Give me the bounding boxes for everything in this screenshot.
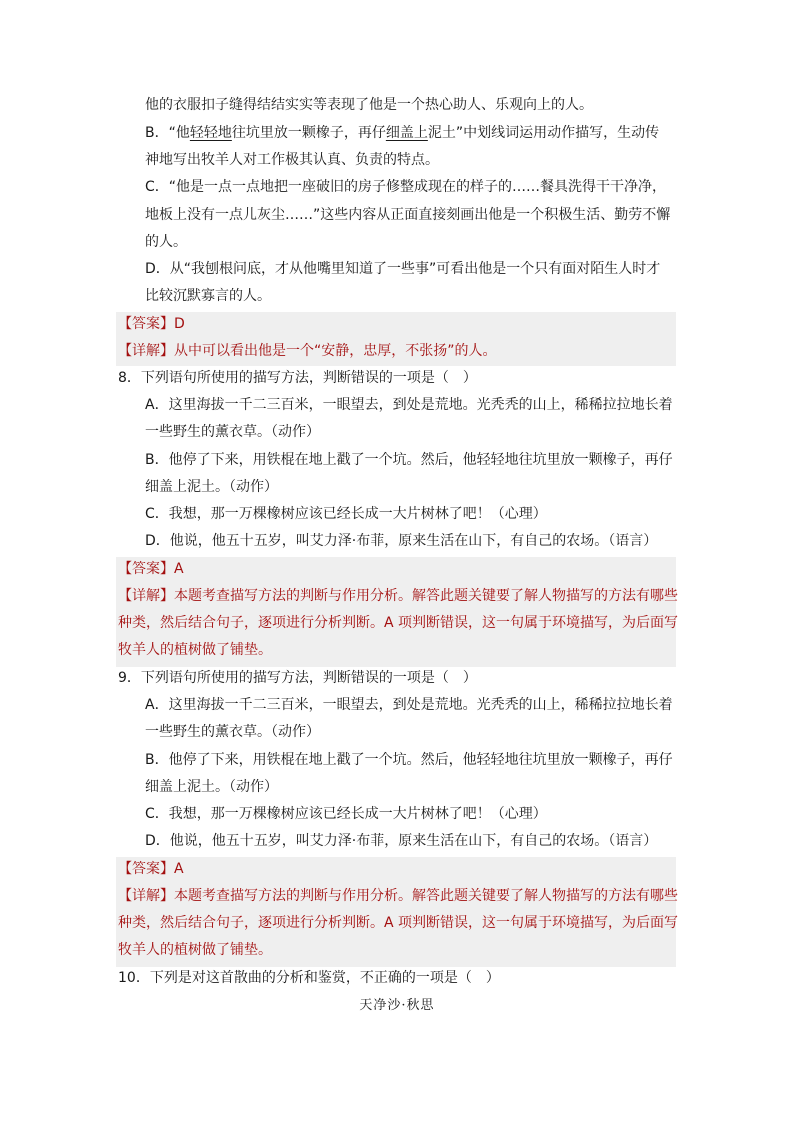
q8-explanation-line2: 种类，然后结合句子，逐项进行分析判断。A 项判断错误，这一句属于环境描写，为后面写 — [118, 615, 679, 631]
q8-option-b-line2: 细盖上泥土。（动作） — [145, 479, 278, 495]
q9-answer — [118, 859, 184, 879]
q7-option-d-line1: D．从“我刨根问底，才从他嘴里知道了一些事”可看出他是一个只有面对陌生人时才 — [145, 261, 661, 277]
q7-option-b-mid: 往坑里放一颗橡子，再仔 — [231, 125, 386, 141]
poem-title: 天净沙·秋思 — [359, 998, 435, 1013]
q7-option-a-continuation: 他的衣服扣子缝得结结实实等表现了他是一个热心助人、乐观向上的人。 — [145, 97, 593, 113]
q9-explanation-line3: 牧羊人的植树做了铺垫。 — [118, 942, 272, 958]
q8-option-c: C．我想，那一万棵橡树应该已经长成一大片树林了吧！（心理） — [145, 506, 547, 522]
q9-option-b-line1: B．他停了下来，用铁棍在地上戳了一个坑。然后，他轻轻地往坑里放一颗橡子，再仔 — [145, 752, 673, 768]
q7-option-b-line2: 神地写出牧羊人对工作极其认真、负责的特点。 — [145, 152, 439, 168]
q9-option-c: C．我想，那一万棵橡树应该已经长成一大片树林了吧！（心理） — [145, 806, 547, 822]
q9-explanation-line2: 种类，然后结合句子，逐项进行分析判断。A 项判断错误，这一句属于环境描写，为后面写 — [118, 915, 679, 931]
q7-explanation-text: 从中可以看出他是一个“安静，忠厚，不张扬”的人。 — [174, 343, 497, 359]
q9-answer-value: A — [174, 861, 184, 877]
q7-answer-tag: 【答案】 — [118, 316, 174, 332]
q8-option-a-line2: 一些野生的薰衣草。（动作） — [145, 424, 320, 440]
q9-stem: 9．下列语句所使用的描写方法，判断错误的一项是（ ） — [118, 670, 477, 686]
q7-option-b-post: 泥土”中划线词运用动作描写，生动传 — [427, 125, 660, 141]
q9-answer-tag: 【答案】 — [118, 861, 174, 877]
q7-option-c-line2: 地板上没有一点儿灰尘……”这些内容从正面直接刻画出他是一个积极生活、勤劳不懈 — [145, 207, 671, 223]
q9-option-a-line2: 一些野生的薰衣草。（动作） — [145, 724, 320, 740]
q8-answer — [118, 559, 184, 579]
q7-option-b — [145, 123, 659, 143]
q7-option-b-pre: B．“他 — [145, 125, 190, 141]
q8-answer-tag: 【答案】 — [118, 561, 174, 577]
q8-option-b-line1: B．他停了下来，用铁棍在地上戳了一个坑。然后，他轻轻地往坑里放一颗橡子，再仔 — [145, 452, 673, 468]
q7-answer — [118, 314, 185, 334]
q9-explanation-tag: 【详解】 — [118, 888, 174, 904]
q8-option-d: D．他说，他五十五岁，叫艾力泽·布菲，原来生活在山下，有自己的农场。（语言） — [145, 533, 658, 549]
q7-option-c-line3: 的人。 — [145, 234, 187, 250]
q8-explanation-line3: 牧羊人的植树做了铺垫。 — [118, 642, 272, 658]
q10-stem: 10．下列是对这首散曲的分析和鉴赏，不正确的一项是（ ） — [118, 970, 500, 986]
q8-explanation-text-1: 本题考查描写方法的判断与作用分析。解答此题关键要了解人物描写的方法有哪些 — [174, 588, 678, 604]
q8-explanation-tag: 【详解】 — [118, 588, 174, 604]
q9-option-a-line1: A．这里海拔一千二三百米，一眼望去，到处是荒地。光秃秃的山上，稀稀拉拉地长着 — [145, 697, 673, 713]
q7-option-d-line2: 比较沉默寡言的人。 — [145, 288, 271, 304]
q9-option-d: D．他说，他五十五岁，叫艾力泽·布菲，原来生活在山下，有自己的农场。（语言） — [145, 833, 658, 849]
q9-explanation-text-1: 本题考查描写方法的判断与作用分析。解答此题关键要了解人物描写的方法有哪些 — [174, 888, 678, 904]
q7-option-b-underline-2: 细盖上 — [385, 125, 428, 141]
q8-answer-value: A — [174, 561, 184, 577]
q9-option-b-line2: 细盖上泥土。（动作） — [145, 779, 278, 795]
q8-explanation-line1 — [118, 586, 678, 606]
q8-stem: 8．下列语句所使用的描写方法，判断错误的一项是（ ） — [118, 370, 477, 386]
q7-explanation — [118, 341, 497, 361]
q7-answer-value: D — [174, 316, 185, 332]
q7-explanation-tag: 【详解】 — [118, 343, 174, 359]
q7-option-c-line1: C．“他是一点一点地把一座破旧的房子修整成现在的样子的……餐具洗得干干净净， — [145, 179, 667, 195]
q9-explanation-line1 — [118, 886, 678, 906]
q8-option-a-line1: A．这里海拔一千二三百米，一眼望去，到处是荒地。光秃秃的山上，稀稀拉拉地长着 — [145, 397, 673, 413]
q7-option-b-underline-1: 轻轻地 — [189, 125, 232, 141]
